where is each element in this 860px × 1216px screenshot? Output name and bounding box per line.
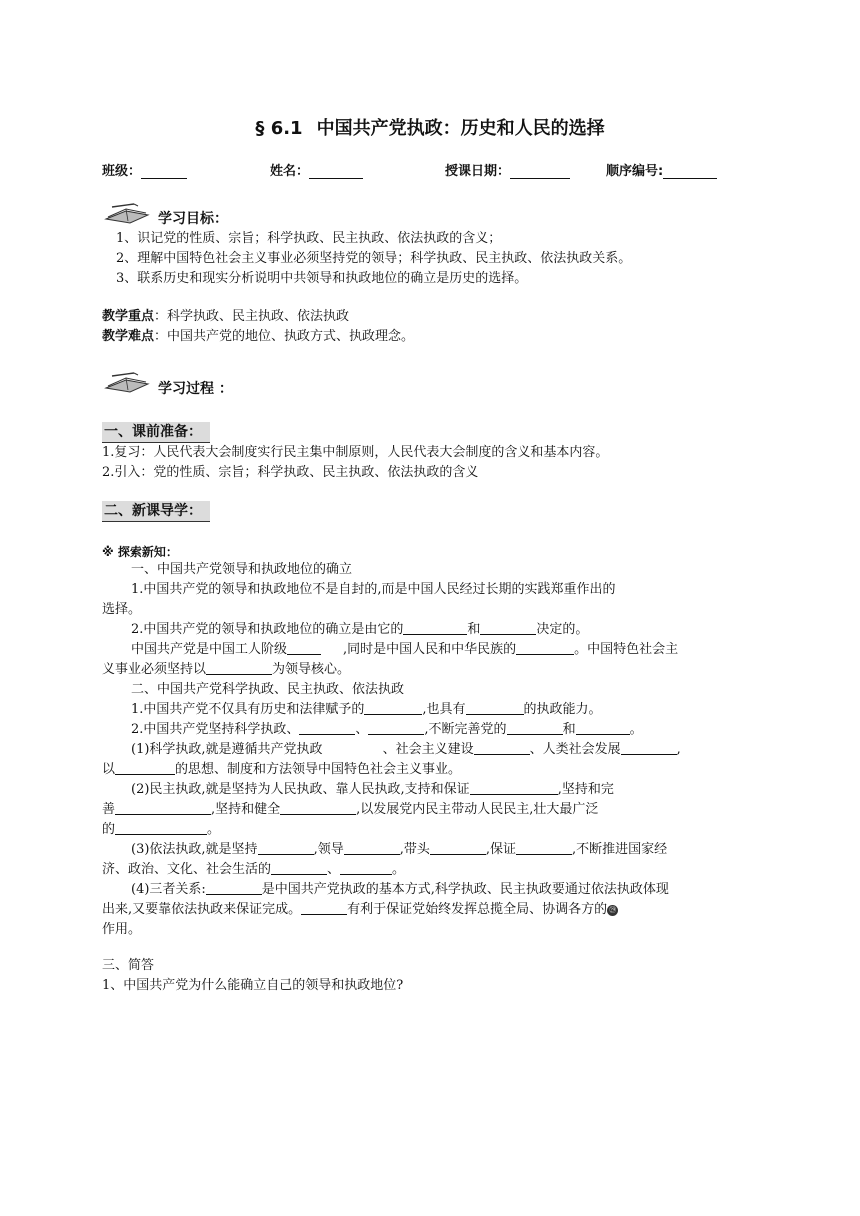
fill-blank[interactable] bbox=[576, 721, 630, 735]
class-blank[interactable] bbox=[141, 164, 187, 179]
p8-text-c: ,带头 bbox=[399, 842, 430, 857]
p3-text-b: ,同时是中国人民和中华民族的 bbox=[343, 642, 517, 657]
p7-text-f: 的 bbox=[102, 822, 116, 837]
title-section-number: § 6.1 bbox=[255, 118, 303, 139]
prep-item-1: 1.复习：人民代表大会制度实行民主集中制原则，人民代表大会制度的含义和基本内容。 bbox=[102, 445, 609, 460]
p5-text-d: 和 bbox=[562, 722, 576, 737]
seq-label: 顺序编号: bbox=[606, 164, 664, 179]
p6-text-d: , bbox=[676, 742, 681, 757]
p6-line-1 bbox=[131, 741, 791, 759]
p1-line-2: 选择。 bbox=[102, 602, 142, 617]
p6-text-e: 以 bbox=[102, 762, 116, 777]
date-label: 授课日期： bbox=[445, 164, 511, 179]
fill-blank[interactable] bbox=[516, 841, 572, 855]
fill-blank[interactable] bbox=[430, 841, 486, 855]
goals-heading: 学习目标： bbox=[158, 211, 228, 227]
part-2-title: 二、中国共产党科学执政、民主执政、依法执政 bbox=[131, 682, 405, 697]
p6-text-f: 的思想、制度和方法领导中国特色社会主义事业。 bbox=[175, 762, 462, 777]
p3-text-d: 义事业必须坚持以 bbox=[102, 662, 207, 677]
p8-text-e: ,不断推进国家经 bbox=[571, 842, 668, 857]
p6-text-c: 、人类社会发展 bbox=[529, 742, 621, 757]
p8-text-f: 济、政治、文化、社会生活的 bbox=[102, 862, 272, 877]
key-text: ：科学执政、民主执政、依法执政 bbox=[154, 309, 350, 324]
page-title bbox=[0, 114, 860, 140]
p3-line-1 bbox=[131, 641, 791, 659]
question-1: 1、中国共产党为什么能确立自己的领导和执政地位? bbox=[102, 978, 404, 993]
p7-text-c: 善 bbox=[102, 802, 116, 817]
p9-text-d: 有利于保证党始终发挥总揽全局、协调各方的 bbox=[347, 902, 608, 917]
fill-blank[interactable] bbox=[206, 661, 272, 675]
class-label: 班级： bbox=[102, 164, 142, 179]
p4-text-c: 的执政能力。 bbox=[523, 702, 602, 717]
p9-line-1 bbox=[131, 881, 791, 899]
fill-blank[interactable] bbox=[621, 741, 677, 755]
p1-line-1: 1.中国共产党的领导和执政地位不是自封的,而是中国人民经过长期的实践郑重作出的 bbox=[131, 582, 616, 597]
teaching-key-point bbox=[102, 308, 762, 326]
p4-text-a: 1.中国共产党不仅具有历史和法律赋予的 bbox=[131, 702, 365, 717]
process-heading: 学习过程 ： bbox=[158, 381, 233, 397]
book-icon bbox=[104, 372, 154, 394]
fill-blank[interactable] bbox=[470, 781, 558, 795]
p9-line-2 bbox=[102, 901, 762, 919]
title-text: 中国共产党执政：历史和人民的选择 bbox=[316, 118, 605, 139]
p2-text-c: 决定的。 bbox=[536, 622, 589, 637]
p4-line bbox=[131, 701, 791, 719]
fill-blank[interactable] bbox=[206, 881, 262, 895]
book-icon bbox=[104, 203, 154, 225]
p7-line-1 bbox=[131, 781, 791, 799]
name-field bbox=[270, 160, 363, 179]
p2-text-a: 2.中国共产党的领导和执政地位的确立是由它的 bbox=[131, 622, 404, 637]
section-3-heading: 三、简答 bbox=[102, 958, 155, 973]
goal-item-3: 3、联系历史和现实分析说明中共领导和执政地位的确立是历史的选择。 bbox=[116, 271, 528, 286]
fill-blank[interactable] bbox=[115, 821, 207, 835]
fill-blank[interactable] bbox=[507, 721, 563, 735]
section-1-heading: 一、课前准备： bbox=[102, 422, 210, 443]
fill-blank[interactable] bbox=[271, 861, 327, 875]
fill-blank[interactable] bbox=[474, 741, 530, 755]
p5-text-a: 2.中国共产党坚持科学执政、 bbox=[131, 722, 300, 737]
fill-blank[interactable] bbox=[480, 621, 536, 635]
p8-text-d: ,保证 bbox=[485, 842, 516, 857]
p8-text-a: (3)依法执政,就是坚持 bbox=[131, 842, 258, 857]
class-field bbox=[102, 160, 187, 179]
p5-line bbox=[131, 721, 791, 739]
prep-item-2: 2.引入：党的性质、宗旨；科学执政、民主执政、依法执政的含义 bbox=[102, 465, 479, 480]
p3-text-e: 为领导核心。 bbox=[272, 662, 351, 677]
difficulty-label: 教学难点 bbox=[102, 329, 155, 344]
p7-text-b: ,坚持和完 bbox=[557, 782, 614, 797]
p5-text-e: 。 bbox=[629, 722, 643, 737]
p6-line-2 bbox=[102, 761, 762, 779]
p9-text-a: (4)三者关系: bbox=[131, 882, 206, 897]
difficulty-text: ：中国共产党的地位、执政方式、执政理念。 bbox=[154, 329, 415, 344]
p7-text-e: ,以发展党内民主带动人民民主,壮大最广泛 bbox=[356, 802, 599, 817]
p9-line-3: 作用。 bbox=[102, 922, 142, 937]
goal-item-1: 1、识记党的性质、宗旨；科学执政、民主执政、依法执政的含义； bbox=[116, 231, 502, 246]
p9-text-c: 出来,又要靠依法执政来保证完成。 bbox=[102, 902, 302, 917]
fill-blank[interactable] bbox=[344, 841, 400, 855]
p2-text-b: 和 bbox=[467, 622, 481, 637]
p9-text-b: 是中国共产党执政的基本方式,科学执政、民主执政要通过依法执政体现 bbox=[261, 882, 669, 897]
date-field bbox=[445, 160, 570, 179]
fill-blank[interactable] bbox=[516, 641, 574, 655]
part-1-title: 一、中国共产党领导和执政地位的确立 bbox=[131, 562, 353, 577]
p3-text-a: 中国共产党是中国工人阶级 bbox=[131, 642, 288, 657]
name-blank[interactable] bbox=[309, 164, 363, 179]
fill-blank[interactable] bbox=[364, 701, 422, 715]
p7-line-3 bbox=[102, 821, 762, 839]
p7-line-2 bbox=[102, 801, 762, 819]
section-2-heading: 二、新课导学： bbox=[102, 501, 210, 522]
fill-blank[interactable] bbox=[299, 721, 355, 735]
goal-item-2: 2、理解中国特色社会主义事业必须坚持党的领导；科学执政、民主执政、依法执政关系。 bbox=[116, 251, 632, 266]
name-label: 姓名： bbox=[270, 164, 310, 179]
circled-number-icon: ㉙ bbox=[609, 906, 617, 914]
p6-text-b: 、社会主义建设 bbox=[382, 742, 474, 757]
seq-blank[interactable] bbox=[663, 164, 717, 179]
p8-text-g: 、 bbox=[327, 862, 341, 877]
p6-text-a: (1)科学执政,就是遵循共产党执政 bbox=[131, 742, 323, 757]
p8-line-2 bbox=[102, 861, 762, 879]
fill-blank[interactable] bbox=[301, 901, 347, 915]
fill-blank[interactable] bbox=[368, 721, 424, 735]
fill-blank[interactable] bbox=[115, 761, 175, 775]
p8-text-h: 。 bbox=[392, 862, 406, 877]
fill-blank[interactable] bbox=[466, 701, 524, 715]
p3-line-2 bbox=[102, 661, 762, 679]
fill-blank[interactable] bbox=[340, 861, 392, 875]
p8-text-b: ,领导 bbox=[313, 842, 344, 857]
seq-field bbox=[606, 160, 717, 179]
p7-text-g: 。 bbox=[207, 822, 221, 837]
fill-blank[interactable] bbox=[115, 801, 211, 815]
fill-blank[interactable] bbox=[403, 621, 467, 635]
key-label: 教学重点 bbox=[102, 309, 155, 324]
fill-blank[interactable] bbox=[287, 641, 321, 655]
explore-heading: ※ 探索新知： bbox=[102, 545, 178, 559]
fill-blank[interactable] bbox=[280, 801, 356, 815]
date-blank[interactable] bbox=[510, 164, 570, 179]
p3-text-c: 。中国特色社会主 bbox=[574, 642, 679, 657]
p2-line bbox=[131, 621, 791, 639]
p5-text-b: 、 bbox=[355, 722, 369, 737]
p7-text-a: (2)民主执政,就是坚持为人民执政、靠人民执政,支持和保证 bbox=[131, 782, 470, 797]
p8-line-1 bbox=[131, 841, 791, 859]
teaching-difficulty bbox=[102, 328, 762, 346]
p5-text-c: ,不断完善党的 bbox=[424, 722, 507, 737]
p4-text-b: ,也具有 bbox=[422, 702, 466, 717]
fill-blank[interactable] bbox=[258, 841, 314, 855]
p7-text-d: ,坚持和健全 bbox=[211, 802, 281, 817]
